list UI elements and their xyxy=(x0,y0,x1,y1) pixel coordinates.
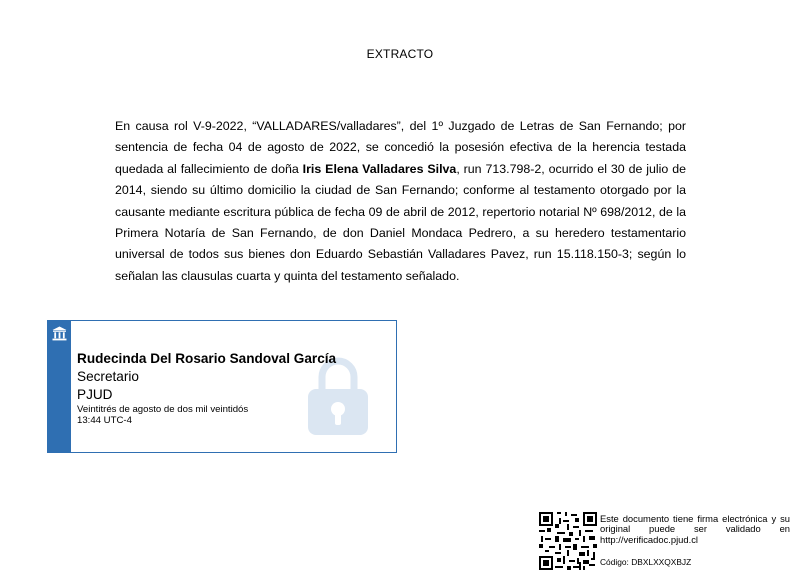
verification-code: Código: DBXLXXQXBJZ xyxy=(600,557,692,567)
deceased-name: Iris Elena Valladares Silva xyxy=(302,161,457,176)
signature-date-text: Veintitrés de agosto de dos mil veintidós xyxy=(77,404,249,415)
signer-organization: PJUD xyxy=(77,387,113,402)
signer-role: Secretario xyxy=(77,369,139,384)
extract-body-part2: , run 713.798-2, ocurrido el 30 de julio de 2014, siendo su último domicilio la ciudad de San Fernando; conforme al testamento otorgado por la causante mediante escritura pública de fecha 09 de abril de 2012, repertorio notarial Nº 698/2012, de la Primera Notaría de San Fernando, de don Daniel Mondaca Pedrero, a su heredero testamentario universal de todos sus bienes don Eduardo Sebastián Valladares Pavez, run 15.118.150-3; según lo señalan las clausulas cuarta y quinta del testamento señalado. xyxy=(115,161,687,283)
document-title: EXTRACTO xyxy=(366,47,434,61)
signature-sidebar xyxy=(48,321,71,452)
signature-time-text: 13:44 UTC-4 xyxy=(77,415,132,426)
extract-body-part1: En causa rol V-9-2022, “VALLADARES/valladares”, del 1º Juzgado de Letras de San Fernando; por sentencia de fecha 04 de agosto de 2022, se concedió la posesión efectiva de la herencia testada quedada al fallecimiento de doña xyxy=(115,119,686,176)
signer-name: Rudecinda Del Rosario Sandoval García xyxy=(77,351,337,366)
signature-date xyxy=(77,404,248,426)
electronic-signature-box xyxy=(47,320,397,453)
courthouse-icon xyxy=(52,326,67,341)
extract-body xyxy=(115,116,686,287)
verification-text: Este documento tiene firma electrónica y su original puede ser validado en http://verificadoc.pjud.cl xyxy=(600,513,790,545)
qr-code-icon xyxy=(539,512,597,570)
